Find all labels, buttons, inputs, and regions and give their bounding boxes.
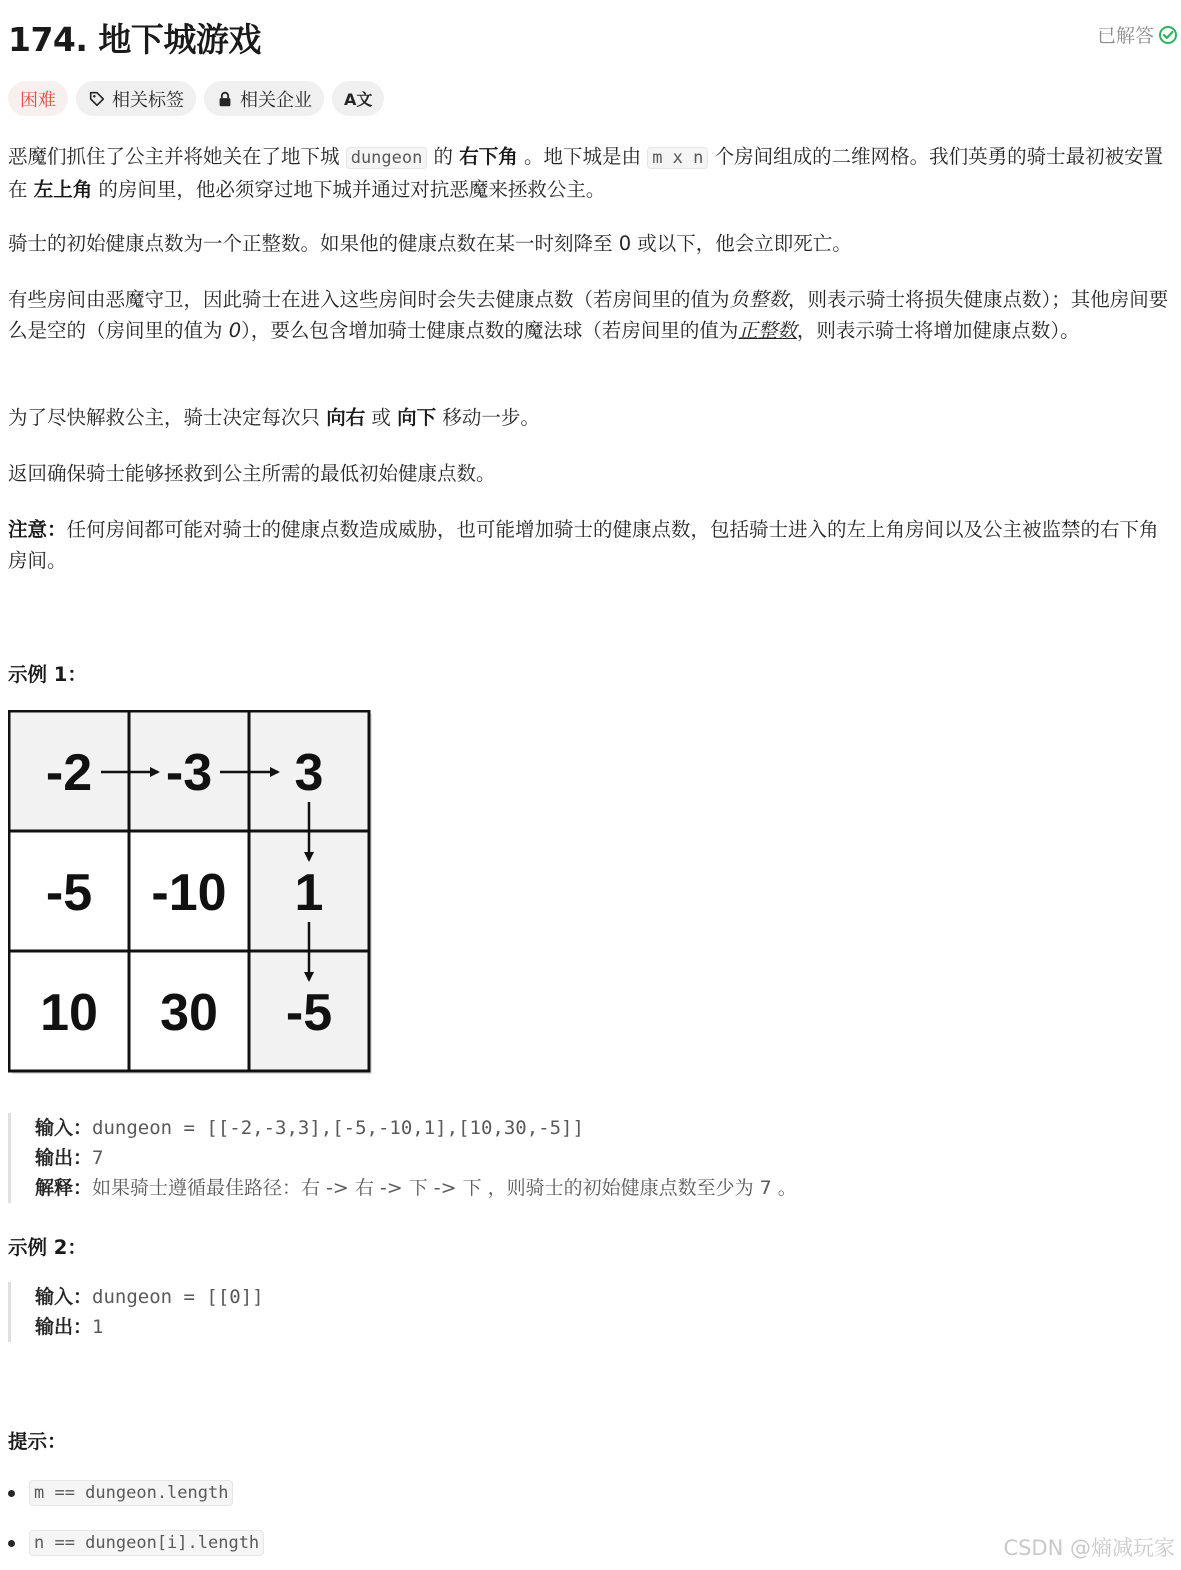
grid-cell-value: 10 <box>40 984 98 1042</box>
grid-cell-value: 30 <box>160 984 218 1042</box>
example-1-output-line: 输出：7 <box>35 1147 104 1169</box>
example-2-input-line: 输入：dungeon = [[0]] <box>35 1286 264 1308</box>
grid-cell-value: -3 <box>165 744 213 802</box>
companies-label: 相关企业 <box>240 89 312 111</box>
desc-paragraph-4: 为了尽快解救公主，骑士决定每次只 向右 或 向下 移动一步。 <box>8 406 540 429</box>
tag-bar <box>8 81 384 116</box>
check-circle-icon <box>1158 25 1178 45</box>
grid-cell-value: -10 <box>151 864 227 922</box>
tag-icon <box>88 90 106 108</box>
constraints-heading: 提示： <box>8 1430 67 1453</box>
translate-button[interactable] <box>332 81 384 116</box>
grid-cell-value: 1 <box>294 864 324 922</box>
bullet-dot <box>8 1490 15 1497</box>
constraint-item <box>8 1530 264 1556</box>
grid-cell-value: 3 <box>294 744 324 802</box>
example-1-input-line: 输入：dungeon = [[-2,-3,3],[-5,-10,1],[10,30,-5]] <box>35 1117 584 1139</box>
grid-cell-value: -5 <box>45 864 93 922</box>
constraint-item <box>8 1480 233 1506</box>
constraint-code: m == dungeon.length <box>29 1480 233 1506</box>
desc-note: 注意：任何房间都可能对骑士的健康点数造成威胁，也可能增加骑士的健康点数，包括骑士进入的左上角房间以及公主被监禁的右下角房间。 <box>8 518 1159 572</box>
grid-cell-value: -2 <box>45 744 93 802</box>
example-2-heading: 示例 2： <box>8 1236 87 1259</box>
example-2-output-line: 输出：1 <box>35 1316 104 1338</box>
difficulty-tag[interactable]: 困难 <box>8 81 68 116</box>
example-2-block <box>8 1282 264 1342</box>
watermark: CSDN @熵减玩家 <box>1003 1536 1175 1560</box>
companies-tag[interactable] <box>204 81 324 116</box>
solved-status <box>1097 21 1178 48</box>
bullet-dot <box>8 1540 15 1547</box>
problem-title: 174. 地下城游戏 <box>8 20 261 59</box>
desc-paragraph-1: 恶魔们抓住了公主并将她关在了地下城 dungeon 的 右下角 。地下城是由 m x n 个房间组成的二维网格。我们英勇的骑士最初被安置在 左上角 的房间里，他必须穿过地下城并通过对抗恶魔来拯救公主。 <box>8 145 1164 201</box>
translate-icon: A文 <box>344 90 373 109</box>
solved-label: 已解答 <box>1096 25 1154 47</box>
desc-paragraph-5: 返回确保骑士能够拯救到公主所需的最低初始健康点数。 <box>8 462 496 485</box>
constraint-code: n == dungeon[i].length <box>29 1530 264 1556</box>
desc-paragraph-2: 骑士的初始健康点数为一个正整数。如果他的健康点数在某一时刻降至 0 或以下，他会立即死亡。 <box>8 232 852 255</box>
example-1-heading: 示例 1： <box>8 663 87 686</box>
topics-tag[interactable] <box>76 81 196 116</box>
dungeon-grid-image <box>8 710 374 1076</box>
example-1-explain-line: 解释：如果骑士遵循最佳路径：右 -> 右 -> 下 -> 下 ，则骑士的初始健康点数至少为 7 。 <box>35 1177 797 1199</box>
example-1-block <box>8 1113 797 1203</box>
lock-icon <box>216 90 234 108</box>
desc-paragraph-3: 有些房间由恶魔守卫，因此骑士在进入这些房间时会失去健康点数（若房间里的值为负整数，则表示骑士将损失健康点数）；其他房间要么是空的（房间里的值为 0），要么包含增加骑士健康点数的魔法球（若房间里的值为正整数，则表示骑士将增加健康点数）。 <box>8 288 1169 342</box>
topics-label: 相关标签 <box>112 89 184 111</box>
grid-cell-value: -5 <box>285 984 333 1042</box>
